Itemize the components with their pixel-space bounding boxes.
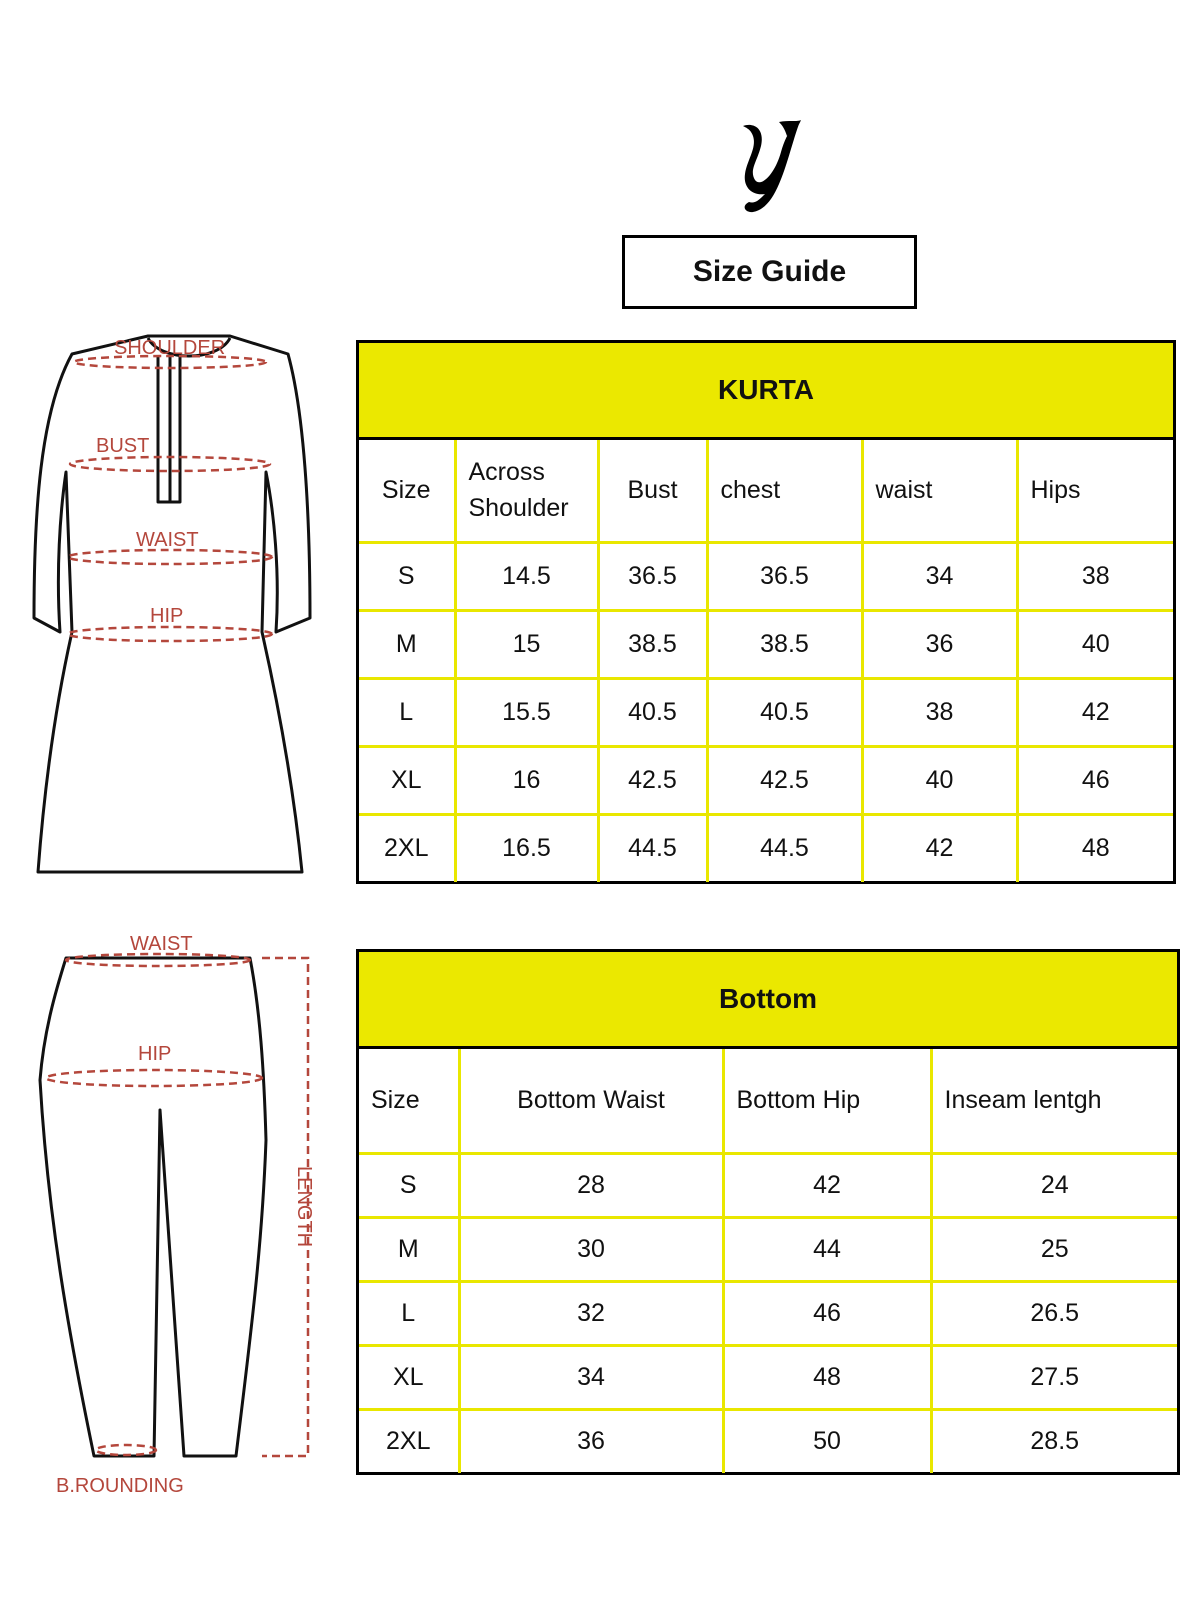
table-row [359, 814, 1173, 882]
bottom-col-size: Size [359, 1049, 459, 1153]
table-cell: 34 [862, 542, 1017, 610]
size-cell: XL [359, 1345, 459, 1409]
table-cell: 42.5 [598, 746, 707, 814]
kurta-measurement-illustration [30, 332, 320, 880]
table-cell: 48 [723, 1345, 931, 1409]
size-cell: 2XL [359, 1409, 459, 1473]
table-cell: 36 [459, 1409, 723, 1473]
table-cell: 36 [862, 610, 1017, 678]
kurta-col-size: Size [359, 440, 455, 542]
table-row [359, 1153, 1177, 1217]
table-row [359, 1345, 1177, 1409]
table-row [359, 678, 1173, 746]
bust-label: BUST [96, 435, 150, 457]
table-cell: 44 [723, 1217, 931, 1281]
size-guide-title: Size Guide [622, 235, 917, 309]
table-cell: 38 [862, 678, 1017, 746]
table-cell: 32 [459, 1281, 723, 1345]
table-cell: 40.5 [707, 678, 862, 746]
table-cell: 40 [862, 746, 1017, 814]
kurta-size-table [356, 340, 1176, 884]
size-cell: 2XL [359, 814, 455, 882]
table-cell: 15 [455, 610, 598, 678]
rounding-label: B.ROUNDING [56, 1475, 184, 1497]
brand-logo [735, 118, 805, 218]
kurta-waist-label: WAIST [136, 529, 199, 551]
table-cell: 15.5 [455, 678, 598, 746]
bottom-measurement-illustration [36, 920, 336, 1500]
kurta-col-waist: waist [862, 440, 1017, 542]
table-cell: 42 [862, 814, 1017, 882]
table-row [359, 1281, 1177, 1345]
size-cell: L [359, 1281, 459, 1345]
size-cell: S [359, 1153, 459, 1217]
table-cell: 44.5 [707, 814, 862, 882]
table-cell: 42 [1017, 678, 1173, 746]
table-cell: 24 [931, 1153, 1177, 1217]
table-cell: 28.5 [1030, 1427, 1080, 1456]
bottom-size-table [356, 949, 1180, 1475]
bottom-waist-label: WAIST [130, 933, 193, 955]
table-cell: 30 [459, 1217, 723, 1281]
bottom-col-inseam: Inseam lentgh [931, 1049, 1177, 1153]
table-cell: 38.5 [707, 610, 862, 678]
kurta-col-across-shoulder: Across Shoulder [455, 440, 598, 542]
table-cell: 42 [723, 1153, 931, 1217]
table-cell: 14.5 [455, 542, 598, 610]
kurta-col-hips: Hips [1017, 440, 1173, 542]
table-cell: 36.5 [598, 542, 707, 610]
table-cell: 28 [459, 1153, 723, 1217]
size-cell: M [359, 1217, 459, 1281]
table-cell: 36.5 [707, 542, 862, 610]
bottom-col-waist: Bottom Waist [459, 1049, 723, 1153]
table-row [359, 542, 1173, 610]
size-cell: XL [359, 746, 455, 814]
table-cell: 42.5 [707, 746, 862, 814]
table-row [359, 1409, 1177, 1473]
table-cell: 16 [455, 746, 598, 814]
table-cell: 27.5 [931, 1345, 1177, 1409]
table-cell: 16.5 [455, 814, 598, 882]
table-cell: 26.5 [931, 1281, 1177, 1345]
table-cell: 46 [723, 1281, 931, 1345]
table-row [359, 746, 1173, 814]
table-cell: 44.5 [598, 814, 707, 882]
bottom-hip-label: HIP [138, 1043, 172, 1065]
table-cell: 38.5 [598, 610, 707, 678]
length-label: LENGTH [293, 1166, 315, 1248]
size-cell: M [359, 610, 455, 678]
table-cell: 34 [459, 1345, 723, 1409]
kurta-col-bust: Bust [598, 440, 707, 542]
size-cell: S [359, 542, 455, 610]
bottom-heading: Bottom [359, 952, 1177, 1049]
bottom-col-hip: Bottom Hip [723, 1049, 931, 1153]
table-cell: 46 [1017, 746, 1173, 814]
table-cell: 48 [1081, 834, 1110, 863]
table-row [359, 610, 1173, 678]
table-cell: 40 [1017, 610, 1173, 678]
table-cell: 50 [723, 1409, 931, 1473]
kurta-heading: KURTA [359, 343, 1173, 440]
size-cell: L [359, 678, 455, 746]
table-row [359, 1217, 1177, 1281]
table-cell: 25 [931, 1217, 1177, 1281]
kurta-hip-label: HIP [150, 605, 184, 627]
table-cell: 38 [1017, 542, 1173, 610]
shoulder-label: SHOULDER [114, 337, 226, 359]
table-cell: 40.5 [598, 678, 707, 746]
kurta-col-chest: chest [707, 440, 862, 542]
